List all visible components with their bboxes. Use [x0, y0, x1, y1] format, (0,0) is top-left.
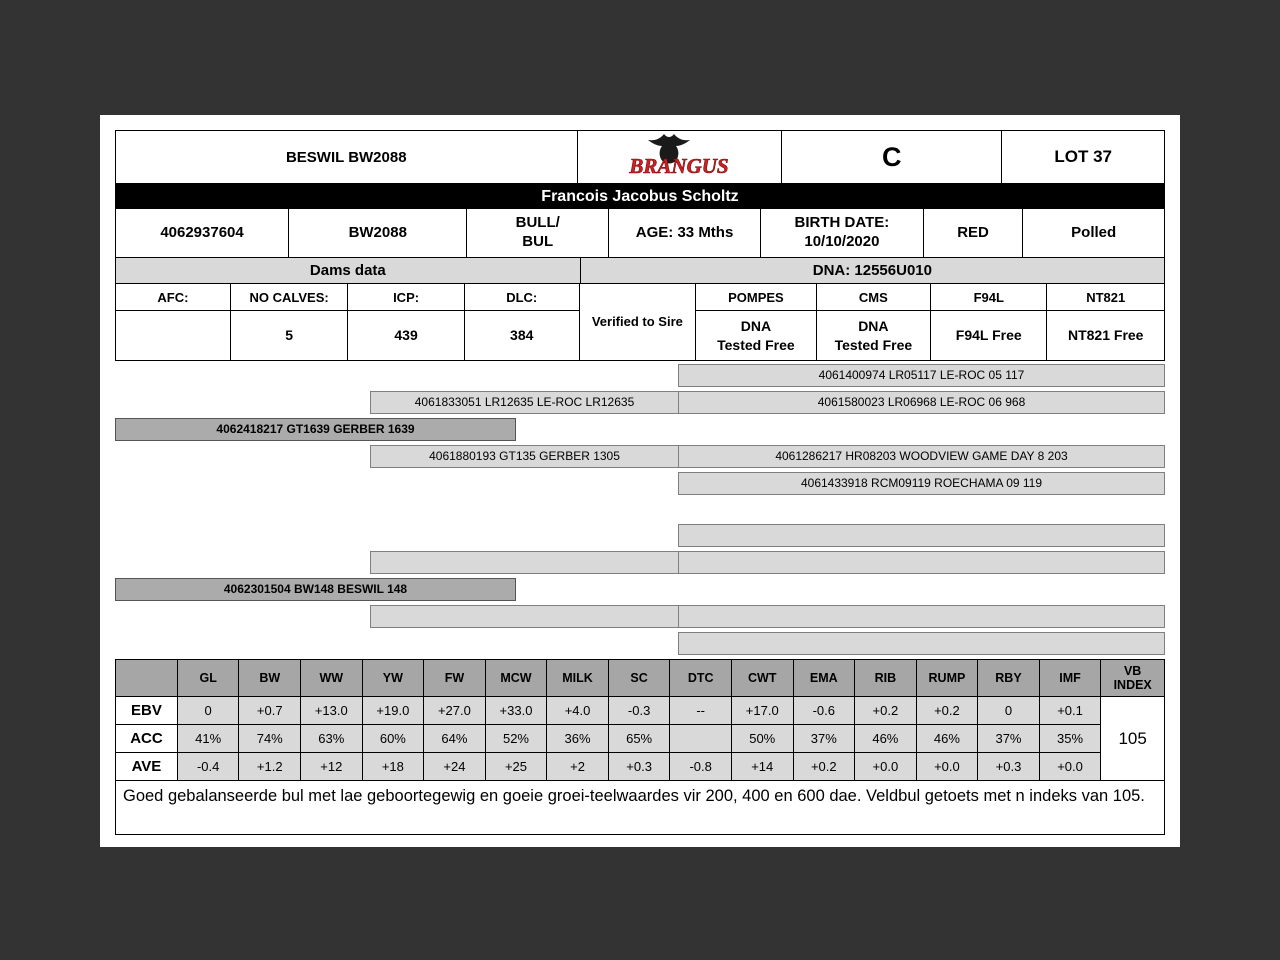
coat-color: RED: [923, 209, 1023, 258]
stat-col-header-imf: IMF: [1039, 660, 1101, 697]
brangus-logo: [577, 131, 782, 184]
stat-cell: 36%: [547, 725, 609, 753]
stat-cell: +0.2: [793, 753, 855, 781]
stat-cell: 37%: [978, 725, 1040, 753]
vb-index-value: 105: [1101, 697, 1165, 781]
stat-cell: +1.2: [239, 753, 301, 781]
pedigree-bar-paternal-grandsire: 4061833051 LR12635 LE-ROC LR12635: [370, 391, 679, 414]
pedigree-bar-maternal-grandsire-dam: [678, 551, 1165, 574]
stat-cell: 63%: [301, 725, 363, 753]
test-f94l-result: F94L Free: [931, 311, 1047, 361]
stat-col-header-yw: YW: [362, 660, 424, 697]
stat-cell: +19.0: [362, 697, 424, 725]
dlc-value: 384: [464, 311, 579, 361]
pedigree-chart: [115, 364, 1165, 655]
stat-cell: +0.3: [608, 753, 670, 781]
stat-cell: 50%: [731, 725, 793, 753]
pedigree-bar-maternal-grandsire-sire: [678, 524, 1165, 547]
stat-cell: +17.0: [731, 697, 793, 725]
stat-col-header-cwt: CWT: [731, 660, 793, 697]
pedigree-bar-maternal-granddam-sire: [678, 605, 1165, 628]
breeder-name-bar: Francois Jacobus Scholtz: [115, 184, 1165, 209]
stat-cell: -0.3: [608, 697, 670, 725]
stat-cell: 41%: [177, 725, 239, 753]
brangus-logo-text: BRANGUS: [629, 154, 729, 178]
age: AGE: 33 Mths: [609, 209, 761, 258]
pedigree-bar-maternal-granddam-dam: [678, 632, 1165, 655]
pedigree-bar-paternal-grandsire-sire: 4061400974 LR05117 LE-ROC 05 117: [678, 364, 1165, 387]
stat-cell: +0.2: [855, 697, 917, 725]
test-nt821-header: NT821: [1047, 284, 1165, 311]
stat-cell: +33.0: [485, 697, 547, 725]
test-nt821-result: NT821 Free: [1047, 311, 1165, 361]
stat-row-label-acc: ACC: [116, 725, 178, 753]
icp-value: 439: [348, 311, 464, 361]
pedigree-bar-maternal-grandsire: [370, 551, 679, 574]
animal-name: BESWIL BW2088: [116, 131, 578, 184]
stat-cell: +4.0: [547, 697, 609, 725]
tattoo: BW2088: [289, 209, 467, 258]
stat-col-header-fw: FW: [424, 660, 486, 697]
stat-col-header-vb-index: VB INDEX: [1101, 660, 1165, 697]
test-cms-header: CMS: [816, 284, 930, 311]
stat-cell: +0.3: [978, 753, 1040, 781]
stat-cell: +0.1: [1039, 697, 1101, 725]
pedigree-bar-paternal-granddam: 4061880193 GT135 GERBER 1305: [370, 445, 679, 468]
stat-cell: 46%: [855, 725, 917, 753]
catalog-page: [100, 115, 1180, 847]
stat-cell: +13.0: [301, 697, 363, 725]
pedigree-bar-sire: 4062418217 GT1639 GERBER 1639: [115, 418, 516, 441]
stat-cell: +12: [301, 753, 363, 781]
stat-cell: +25: [485, 753, 547, 781]
test-pompes-result-l2: Tested Free: [717, 336, 795, 353]
stat-cell: 64%: [424, 725, 486, 753]
birth-date: [761, 209, 924, 258]
stat-cell: 52%: [485, 725, 547, 753]
identity-table: [115, 208, 1165, 258]
stat-cell: +18: [362, 753, 424, 781]
grade-letter: C: [782, 131, 1002, 184]
stat-cell: 35%: [1039, 725, 1101, 753]
test-cms-result: [816, 311, 930, 361]
stat-cell: [670, 725, 732, 753]
stat-col-header-ww: WW: [301, 660, 363, 697]
pedigree-bar-dam: 4062301504 BW148 BESWIL 148: [115, 578, 516, 601]
stat-cell: 60%: [362, 725, 424, 753]
sex: [467, 209, 609, 258]
sex-line1: BULL/: [515, 214, 560, 232]
stat-col-header-mcw: MCW: [485, 660, 547, 697]
stat-cell: +0.7: [239, 697, 301, 725]
stat-col-header: [116, 660, 178, 697]
no-calves-label: NO CALVES:: [230, 284, 347, 311]
pedigree-bar-paternal-grandsire-dam: 4061580023 LR06968 LE-ROC 06 968: [678, 391, 1165, 414]
stat-col-header-milk: MILK: [547, 660, 609, 697]
stat-cell: +27.0: [424, 697, 486, 725]
pedigree-bar-paternal-granddam-sire: 4061286217 HR08203 WOODVIEW GAME DAY 8 203: [678, 445, 1165, 468]
stat-cell: 74%: [239, 725, 301, 753]
header-table: [115, 130, 1165, 184]
stat-row-label-ave: AVE: [116, 753, 178, 781]
sex-line2: BUL: [522, 233, 554, 250]
stat-cell: 37%: [793, 725, 855, 753]
dams-tests-table: [115, 283, 1165, 361]
horn-status: Polled: [1023, 209, 1165, 258]
stat-col-header-rib: RIB: [855, 660, 917, 697]
pedigree-bar-paternal-granddam-dam: 4061433918 RCM09119 ROECHAMA 09 119: [678, 472, 1165, 495]
stat-col-header-sc: SC: [608, 660, 670, 697]
stat-cell: -0.6: [793, 697, 855, 725]
stat-cell: +2: [547, 753, 609, 781]
test-cms-result-l1: DNA: [858, 318, 889, 335]
stat-cell: --: [670, 697, 732, 725]
stat-cell: +0.0: [1039, 753, 1101, 781]
stat-cell: -0.4: [177, 753, 239, 781]
test-pompes-result-l1: DNA: [740, 318, 772, 335]
stat-col-header-bw: BW: [239, 660, 301, 697]
icp-label: ICP:: [348, 284, 464, 311]
dams-data-header: Dams data: [116, 258, 581, 284]
dna-header: DNA: 12556U010: [580, 258, 1164, 284]
stat-col-header-dtc: DTC: [670, 660, 732, 697]
ebv-table: [115, 659, 1165, 781]
afc-label: AFC:: [116, 284, 231, 311]
verified-to-sire: Verified to Sire: [579, 284, 695, 361]
stat-cell: +0.0: [855, 753, 917, 781]
pedigree-bar-maternal-granddam: [370, 605, 679, 628]
stat-col-header-gl: GL: [177, 660, 239, 697]
test-pompes-header: POMPES: [696, 284, 817, 311]
brangus-logo-icon: [604, 132, 754, 178]
stat-cell: 0: [177, 697, 239, 725]
birth-date-label: BIRTH DATE:: [794, 214, 890, 232]
stat-col-header-rump: RUMP: [916, 660, 978, 697]
stat-col-header-rby: RBY: [978, 660, 1040, 697]
sale-comment: Goed gebalanseerde bul met lae geboortegewig en goeie groei-teelwaardes vir 200, 400 en 600 dae. Veldbul getoets met n indeks van 105.: [115, 780, 1165, 835]
stat-row-label-ebv: EBV: [116, 697, 178, 725]
stat-cell: +14: [731, 753, 793, 781]
id-number: 4062937604: [116, 209, 289, 258]
stat-cell: 65%: [608, 725, 670, 753]
stat-cell: +24: [424, 753, 486, 781]
test-f94l-header: F94L: [931, 284, 1047, 311]
afc-value: [116, 311, 231, 361]
lot-number: LOT 37: [1002, 131, 1165, 184]
stat-cell: +0.2: [916, 697, 978, 725]
test-pompes-result: [696, 311, 817, 361]
stat-cell: +0.0: [916, 753, 978, 781]
stat-cell: 46%: [916, 725, 978, 753]
birth-date-value: 10/10/2020: [804, 233, 880, 250]
no-calves-value: 5: [230, 311, 347, 361]
stat-col-header-ema: EMA: [793, 660, 855, 697]
section-header-table: [115, 257, 1165, 284]
stat-cell: -0.8: [670, 753, 732, 781]
stat-cell: 0: [978, 697, 1040, 725]
test-cms-result-l2: Tested Free: [834, 336, 913, 353]
dlc-label: DLC:: [464, 284, 579, 311]
